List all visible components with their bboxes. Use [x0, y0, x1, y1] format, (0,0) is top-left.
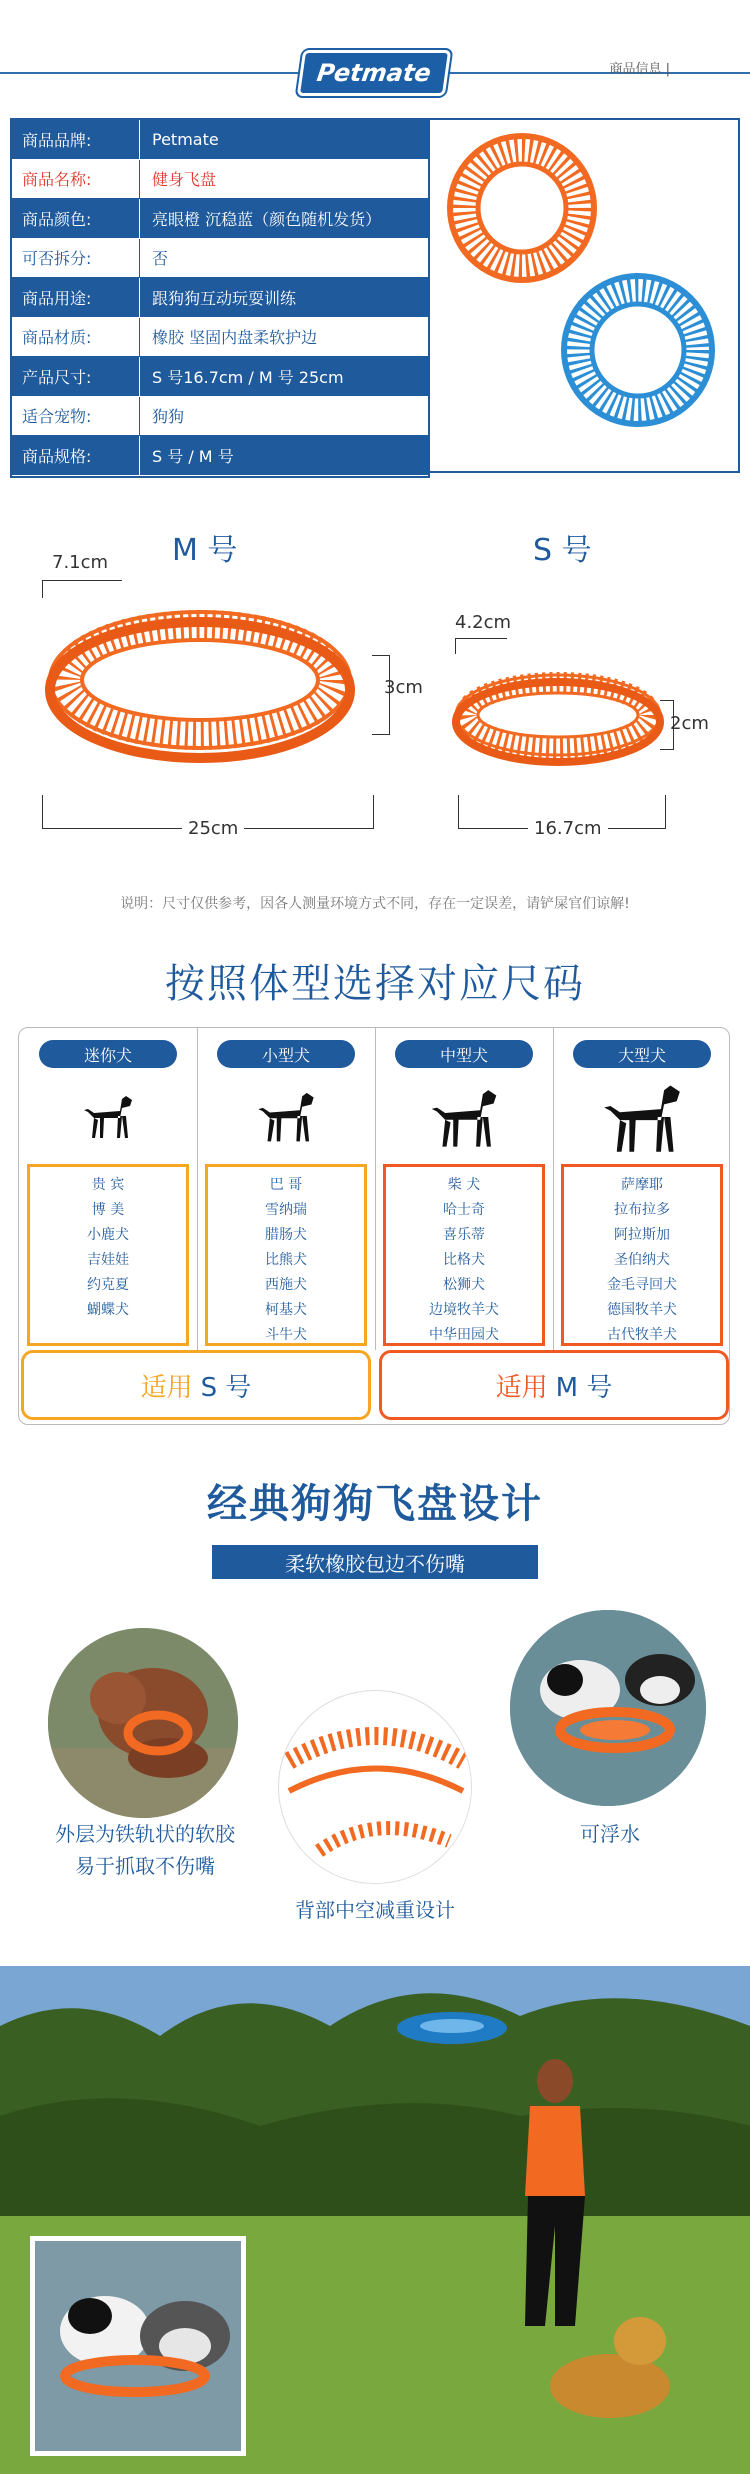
spec-value: 跟狗狗互动玩耍训练	[152, 288, 297, 308]
breed-item: 柯基犬	[265, 1302, 307, 1318]
breed-item: 松狮犬	[443, 1277, 485, 1293]
list-small	[205, 1164, 367, 1346]
header	[0, 0, 750, 110]
list-mini	[27, 1164, 189, 1346]
pill-large: 大型犬	[573, 1040, 711, 1068]
spec-value: 否	[152, 249, 169, 269]
breed-item: 腊肠犬	[265, 1227, 307, 1243]
swimming-dogs-inset-photo	[30, 2236, 246, 2456]
mini-dog-icon	[78, 1090, 138, 1142]
spec-value: 亮眼橙 沉稳蓝（颜色随机发货）	[152, 209, 382, 229]
breed-item: 圣伯纳犬	[614, 1252, 670, 1268]
s-ring-diagram	[448, 650, 678, 800]
breed-item: 阿拉斯加	[614, 1227, 670, 1243]
spec-row-brand	[12, 120, 428, 160]
spec-value: 狗狗	[152, 407, 185, 427]
spec-key: 商品材质:	[12, 318, 140, 357]
spec-row-variant	[12, 436, 428, 476]
product-rings-image	[430, 118, 740, 473]
fit-s-size: S 号	[200, 1372, 252, 1403]
m-size-title: M 号	[172, 533, 238, 568]
fit-s-box	[21, 1350, 371, 1420]
breed-item: 柴 犬	[447, 1177, 481, 1193]
s-thickness-bracket	[455, 638, 507, 654]
breed-item: 雪纳瑞	[265, 1202, 307, 1218]
list-medium	[383, 1164, 545, 1346]
large-dog-icon	[593, 1076, 691, 1158]
pill-medium: 中型犬	[395, 1040, 533, 1068]
spec-key: 适合宠物:	[12, 397, 140, 436]
breed-item: 拉布拉多	[614, 1202, 670, 1218]
small-dog-icon	[250, 1086, 322, 1146]
size-note: 说明：尺寸仅供参考，因各人测量环境方式不同，存在一定误差，请铲屎官们谅解!	[120, 896, 630, 912]
breed-item: 约克夏	[87, 1277, 129, 1293]
spec-key: 商品品牌:	[12, 120, 140, 159]
s-thickness-label: 4.2cm	[455, 612, 512, 633]
breed-item: 巴 哥	[269, 1177, 303, 1193]
spec-row-size	[12, 357, 428, 397]
pill-mini: 迷你犬	[39, 1040, 177, 1068]
breed-item: 喜乐蒂	[443, 1227, 485, 1243]
design-section-title: 经典狗狗飞盘设计	[207, 1481, 543, 1527]
fit-m-prefix: 适用	[495, 1372, 548, 1403]
breed-item: 边境牧羊犬	[429, 1302, 499, 1318]
m-diameter-label: 25cm	[182, 818, 244, 839]
orange-ring-image	[450, 136, 594, 280]
spec-row-use	[12, 278, 428, 318]
fit-m-size: M 号	[555, 1372, 613, 1403]
breed-item: 吉娃娃	[87, 1252, 129, 1268]
design-banner: 柔软橡胶包边不伤嘴	[212, 1545, 538, 1579]
breed-item: 中华田园犬	[429, 1327, 499, 1343]
list-large	[561, 1164, 723, 1346]
m-thickness-label: 7.1cm	[52, 552, 109, 573]
s-height-label: 2cm	[670, 713, 709, 734]
spec-value: S 号 / M 号	[152, 446, 234, 466]
spec-key: 商品名称:	[12, 160, 140, 199]
breed-item: 德国牧羊犬	[607, 1302, 677, 1318]
spec-row-name	[12, 160, 428, 200]
breed-item: 比格犬	[443, 1252, 485, 1268]
breed-item: 古代牧羊犬	[607, 1327, 677, 1343]
spec-value: 健身飞盘	[152, 170, 217, 190]
caption-outer-line2: 易于抓取不伤嘴	[75, 1854, 215, 1878]
breed-item: 蝴蝶犬	[87, 1302, 129, 1318]
s-size-title: S 号	[533, 533, 592, 568]
breed-item: 萨摩耶	[621, 1177, 663, 1193]
m-height-label: 3cm	[384, 677, 423, 698]
breed-item: 金毛寻回犬	[607, 1277, 677, 1293]
breed-table	[18, 1027, 730, 1425]
breed-item: 小鹿犬	[87, 1227, 129, 1243]
caption-hollow-back: 背部中空减重设计	[295, 1898, 455, 1922]
medium-dog-icon	[422, 1082, 506, 1152]
spec-row-split	[12, 239, 428, 279]
header-info-link[interactable]: 商品信息 |	[609, 62, 670, 77]
breed-item: 斗牛犬	[265, 1327, 307, 1343]
spec-row-material	[12, 318, 428, 358]
spec-value: 橡胶 坚固内盘柔软护边	[152, 328, 318, 348]
caption-outer-layer	[30, 1818, 260, 1882]
fit-s-prefix: 适用	[140, 1372, 193, 1403]
dog-carrying-ring-photo	[48, 1628, 238, 1818]
spec-table	[10, 118, 430, 478]
spec-value: S 号16.7cm / M 号 25cm	[152, 367, 344, 387]
ring-detail-photo	[278, 1690, 472, 1884]
breed-item: 博 美	[91, 1202, 125, 1218]
spec-key: 可否拆分:	[12, 239, 140, 278]
breed-item: 西施犬	[265, 1277, 307, 1293]
caption-floats: 可浮水	[580, 1822, 640, 1846]
brand-logo[interactable]: Petmate	[297, 50, 451, 96]
dog-swimming-photo	[510, 1610, 706, 1806]
blue-ring-image	[564, 276, 712, 424]
m-thickness-bracket	[42, 580, 122, 598]
spec-key: 商品规格:	[12, 436, 140, 475]
spec-key: 商品用途:	[12, 278, 140, 317]
s-diameter-label: 16.7cm	[528, 818, 608, 839]
caption-outer-line1: 外层为铁轨状的软胶	[55, 1822, 235, 1846]
breed-item: 哈士奇	[443, 1202, 485, 1218]
fit-m-box	[379, 1350, 729, 1420]
spec-key: 产品尺寸:	[12, 357, 140, 396]
spec-row-pet	[12, 397, 428, 437]
spec-key: 商品颜色:	[12, 199, 140, 238]
pill-small: 小型犬	[217, 1040, 355, 1068]
breed-section-title: 按照体型选择对应尺码	[165, 961, 585, 1007]
spec-value: Petmate	[152, 129, 219, 149]
breed-item: 贵 宾	[91, 1177, 125, 1193]
spec-row-color	[12, 199, 428, 239]
breed-item: 比熊犬	[265, 1252, 307, 1268]
